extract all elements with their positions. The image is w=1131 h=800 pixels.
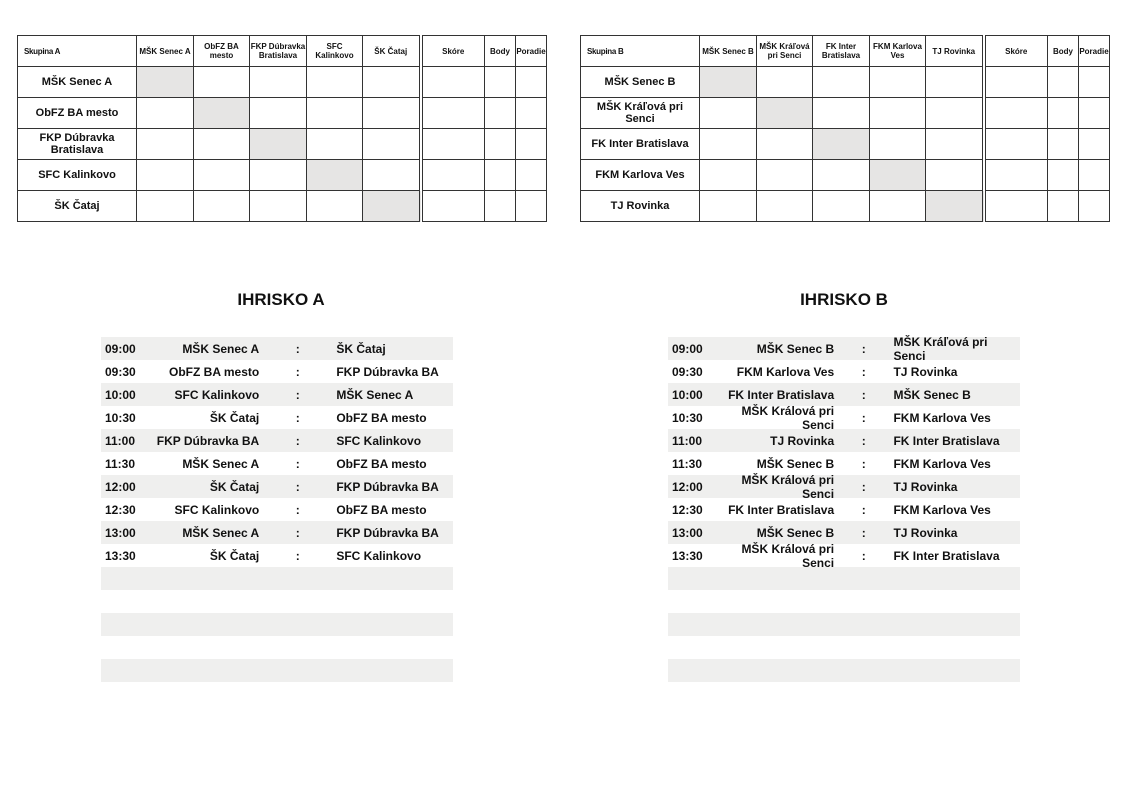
self-cell	[926, 191, 984, 222]
result-cell[interactable]	[926, 129, 984, 160]
match-row	[101, 452, 453, 475]
score-separator: :	[295, 502, 300, 517]
away-team: MŠK Senec A	[336, 387, 414, 402]
points-cell[interactable]	[485, 160, 516, 191]
group-b-score-header: Skóre	[984, 36, 1048, 67]
match-row	[101, 406, 453, 429]
rank-cell[interactable]	[516, 129, 547, 160]
score-separator: :	[295, 364, 300, 379]
result-cell[interactable]	[757, 67, 813, 98]
home-team: MŠK Senec B	[756, 341, 835, 356]
result-cell[interactable]	[137, 98, 194, 129]
away-team: ŠK Čataj	[336, 341, 386, 356]
group-b-team: MŠK Kráľová pri Senci	[581, 98, 700, 129]
match-row	[668, 403, 1020, 432]
score-separator: :	[295, 456, 300, 471]
points-cell[interactable]	[1048, 98, 1079, 129]
rank-cell[interactable]	[516, 98, 547, 129]
group-a-team: FKP Dúbravka Bratislava	[18, 129, 137, 160]
match-time: 11:00	[105, 433, 136, 448]
self-cell	[870, 160, 926, 191]
match-row	[668, 429, 1020, 452]
match-time: 11:30	[672, 456, 703, 471]
group-b-col-header: TJ Rovinka	[926, 36, 984, 67]
result-cell[interactable]	[926, 67, 984, 98]
field-a-schedule	[101, 337, 453, 682]
rank-cell[interactable]	[1079, 191, 1110, 222]
result-cell[interactable]	[813, 191, 870, 222]
self-cell	[137, 67, 194, 98]
empty-row	[101, 567, 453, 590]
match-time: 10:30	[105, 410, 136, 425]
away-team: FKP Dúbravka BA	[336, 364, 439, 379]
group-a-points-header: Body	[485, 36, 516, 67]
group-b-col-header: MŠK Kráľová pri Senci	[757, 36, 813, 67]
group-a-col-header: ŠK Čataj	[363, 36, 421, 67]
result-cell[interactable]	[870, 98, 926, 129]
away-team: ObFZ BA mesto	[336, 502, 427, 517]
away-team: FKM Karlova Ves	[893, 410, 991, 425]
self-cell	[757, 98, 813, 129]
result-cell[interactable]	[926, 98, 984, 129]
score-separator: :	[861, 525, 866, 540]
rank-cell[interactable]	[516, 191, 547, 222]
match-row	[101, 498, 453, 521]
points-cell[interactable]	[1048, 67, 1079, 98]
result-cell[interactable]	[250, 98, 307, 129]
empty-row	[668, 613, 1020, 636]
score-cell[interactable]	[421, 98, 485, 129]
away-team: SFC Kalinkovo	[336, 433, 422, 448]
result-cell[interactable]	[194, 191, 250, 222]
score-separator: :	[861, 433, 866, 448]
empty-row	[101, 590, 453, 613]
group-b-rank-header: Poradie	[1079, 36, 1110, 67]
rank-cell[interactable]	[1079, 67, 1110, 98]
group-b-row	[581, 129, 1110, 160]
result-cell[interactable]	[813, 98, 870, 129]
home-team: ObFZ BA mesto	[169, 364, 260, 379]
score-cell[interactable]	[984, 160, 1048, 191]
empty-row	[101, 613, 453, 636]
away-team: TJ Rovinka	[893, 525, 958, 540]
result-cell[interactable]	[194, 160, 250, 191]
home-team: MŠK Králová pri Senci	[741, 472, 835, 501]
group-a-col-header: MŠK Senec A	[137, 36, 194, 67]
away-team: FK Inter Bratislava	[893, 433, 1000, 448]
match-row	[101, 521, 453, 544]
match-row	[101, 475, 453, 498]
group-b-col-header: FKM Karlova Ves	[870, 36, 926, 67]
match-time: 10:30	[672, 410, 703, 425]
home-team: MŠK Senec B	[756, 456, 835, 471]
home-team: SFC Kalinkovo	[174, 502, 260, 517]
score-separator: :	[295, 433, 300, 448]
group-b-row	[581, 191, 1110, 222]
result-cell[interactable]	[757, 191, 813, 222]
group-a-team: ŠK Čataj	[18, 191, 137, 222]
match-row	[668, 334, 1020, 363]
result-cell[interactable]	[870, 129, 926, 160]
rank-cell[interactable]	[516, 160, 547, 191]
result-cell[interactable]	[700, 191, 757, 222]
away-team: FK Inter Bratislava	[893, 548, 1000, 563]
home-team: FKM Karlova Ves	[736, 364, 835, 379]
result-cell[interactable]	[307, 191, 363, 222]
points-cell[interactable]	[1048, 129, 1079, 160]
group-a-col-header: FKP Dúbravka Bratislava	[250, 36, 307, 67]
home-team: MŠK Králová pri Senci	[741, 541, 835, 570]
group-a-row	[18, 98, 547, 129]
home-team: MŠK Senec B	[756, 525, 835, 540]
self-cell	[307, 160, 363, 191]
group-a-title: Skupina A	[18, 36, 137, 67]
score-cell[interactable]	[421, 129, 485, 160]
match-time: 11:00	[672, 433, 703, 448]
result-cell[interactable]	[700, 160, 757, 191]
group-b-row	[581, 160, 1110, 191]
match-time: 09:30	[105, 364, 136, 379]
score-cell[interactable]	[421, 191, 485, 222]
match-time: 11:30	[105, 456, 136, 471]
home-team: SFC Kalinkovo	[174, 387, 260, 402]
group-b-team: TJ Rovinka	[581, 191, 700, 222]
group-a-row	[18, 67, 547, 98]
group-b-points-header: Body	[1048, 36, 1079, 67]
result-cell[interactable]	[870, 191, 926, 222]
result-cell[interactable]	[194, 67, 250, 98]
match-time: 13:00	[672, 525, 703, 540]
result-cell[interactable]	[363, 98, 421, 129]
self-cell	[250, 129, 307, 160]
match-time: 13:30	[105, 548, 136, 563]
score-cell[interactable]	[984, 98, 1048, 129]
group-a-col-header: SFC Kalinkovo	[307, 36, 363, 67]
points-cell[interactable]	[485, 129, 516, 160]
score-separator: :	[295, 341, 300, 356]
empty-row	[668, 567, 1020, 590]
result-cell[interactable]	[757, 129, 813, 160]
result-cell[interactable]	[307, 129, 363, 160]
group-b-col-header: FK Inter Bratislava	[813, 36, 870, 67]
result-cell[interactable]	[813, 160, 870, 191]
match-row	[668, 541, 1020, 570]
away-team: TJ Rovinka	[893, 364, 958, 379]
self-cell	[813, 129, 870, 160]
score-separator: :	[861, 364, 866, 379]
group-b-row	[581, 67, 1110, 98]
group-a-rank-header: Poradie	[516, 36, 547, 67]
field-b-title: IHRISKO B	[800, 290, 888, 309]
group-b-team: FK Inter Bratislava	[581, 129, 700, 160]
points-cell[interactable]	[485, 67, 516, 98]
points-cell[interactable]	[1048, 191, 1079, 222]
group-a-row	[18, 129, 547, 160]
result-cell[interactable]	[307, 98, 363, 129]
match-row	[101, 337, 453, 360]
away-team: FKM Karlova Ves	[893, 456, 991, 471]
away-team: FKM Karlova Ves	[893, 502, 991, 517]
away-team: ObFZ BA mesto	[336, 456, 427, 471]
result-cell[interactable]	[250, 160, 307, 191]
home-team: FK Inter Bratislava	[728, 502, 835, 517]
group-b-team: FKM Karlova Ves	[581, 160, 700, 191]
score-separator: :	[295, 548, 300, 563]
group-a-row	[18, 160, 547, 191]
match-time: 10:00	[672, 387, 703, 402]
result-cell[interactable]	[250, 67, 307, 98]
score-separator: :	[861, 456, 866, 471]
score-separator: :	[861, 341, 866, 356]
score-separator: :	[861, 548, 866, 563]
match-row	[101, 429, 453, 452]
group-b-table	[580, 35, 1110, 222]
result-cell[interactable]	[137, 129, 194, 160]
score-separator: :	[295, 387, 300, 402]
score-cell[interactable]	[984, 191, 1048, 222]
score-separator: :	[861, 410, 866, 425]
score-cell[interactable]	[984, 67, 1048, 98]
score-separator: :	[861, 479, 866, 494]
home-team: FK Inter Bratislava	[728, 387, 835, 402]
match-time: 09:30	[672, 364, 703, 379]
points-cell[interactable]	[485, 98, 516, 129]
score-cell[interactable]	[421, 160, 485, 191]
result-cell[interactable]	[700, 129, 757, 160]
home-team: MŠK Senec A	[182, 341, 260, 356]
score-cell[interactable]	[984, 129, 1048, 160]
away-team: FKP Dúbravka BA	[336, 525, 439, 540]
away-team: SFC Kalinkovo	[336, 548, 422, 563]
result-cell[interactable]	[870, 67, 926, 98]
result-cell[interactable]	[700, 98, 757, 129]
score-separator: :	[861, 387, 866, 402]
match-row	[668, 498, 1020, 521]
match-time: 12:30	[672, 502, 703, 517]
result-cell[interactable]	[250, 191, 307, 222]
rank-cell[interactable]	[1079, 98, 1110, 129]
home-team: MŠK Králová pri Senci	[741, 403, 835, 432]
match-row	[668, 472, 1020, 501]
home-team: MŠK Senec A	[182, 456, 260, 471]
empty-row	[668, 636, 1020, 659]
match-time: 09:00	[105, 341, 136, 356]
result-cell[interactable]	[194, 129, 250, 160]
group-a-team: MŠK Senec A	[18, 67, 137, 98]
away-team: MŠK Senec B	[893, 387, 971, 402]
empty-row	[668, 590, 1020, 613]
score-separator: :	[861, 502, 866, 517]
away-team: TJ Rovinka	[893, 479, 958, 494]
result-cell[interactable]	[363, 129, 421, 160]
home-team: TJ Rovinka	[770, 433, 835, 448]
field-a-title: IHRISKO A	[237, 290, 325, 309]
group-a-score-header: Skóre	[421, 36, 485, 67]
result-cell[interactable]	[363, 67, 421, 98]
result-cell[interactable]	[137, 191, 194, 222]
home-team: ŠK Čataj	[209, 548, 260, 563]
match-row	[101, 360, 453, 383]
match-row	[101, 383, 453, 406]
group-b-title: Skupina B	[581, 36, 700, 67]
group-b-team: MŠK Senec B	[581, 67, 700, 98]
score-cell[interactable]	[421, 67, 485, 98]
result-cell[interactable]	[813, 67, 870, 98]
result-cell[interactable]	[137, 160, 194, 191]
match-time: 12:30	[105, 502, 136, 517]
group-b-col-header: MŠK Senec B	[700, 36, 757, 67]
self-cell	[194, 98, 250, 129]
match-row	[668, 360, 1020, 383]
rank-cell[interactable]	[516, 67, 547, 98]
match-time: 09:00	[672, 341, 703, 356]
empty-row	[101, 636, 453, 659]
result-cell[interactable]	[757, 160, 813, 191]
home-team: ŠK Čataj	[209, 479, 260, 494]
match-time: 10:00	[105, 387, 136, 402]
empty-row	[668, 659, 1020, 682]
match-row	[101, 544, 453, 567]
result-cell[interactable]	[307, 67, 363, 98]
rank-cell[interactable]	[1079, 160, 1110, 191]
group-a-col-header: ObFZ BA mesto	[194, 36, 250, 67]
self-cell	[363, 191, 421, 222]
score-separator: :	[295, 525, 300, 540]
home-team: MŠK Senec A	[182, 525, 260, 540]
home-team: FKP Dúbravka BA	[156, 433, 260, 448]
group-a-row	[18, 191, 547, 222]
home-team: ŠK Čataj	[209, 410, 260, 425]
self-cell	[700, 67, 757, 98]
group-a-table	[17, 35, 547, 222]
away-team: FKP Dúbravka BA	[336, 479, 439, 494]
group-b-row	[581, 98, 1110, 129]
group-a-team: ObFZ BA mesto	[18, 98, 137, 129]
away-team: MŠK Kráľová pri Senci	[893, 334, 988, 363]
match-time: 12:00	[105, 479, 136, 494]
score-separator: :	[295, 410, 300, 425]
away-team: ObFZ BA mesto	[336, 410, 427, 425]
rank-cell[interactable]	[1079, 129, 1110, 160]
group-a-team: SFC Kalinkovo	[18, 160, 137, 191]
points-cell[interactable]	[1048, 160, 1079, 191]
match-time: 13:30	[672, 548, 703, 563]
result-cell[interactable]	[363, 160, 421, 191]
match-time: 12:00	[672, 479, 703, 494]
field-b-schedule	[668, 334, 1020, 682]
match-time: 13:00	[105, 525, 136, 540]
score-separator: :	[295, 479, 300, 494]
result-cell[interactable]	[926, 160, 984, 191]
points-cell[interactable]	[485, 191, 516, 222]
empty-row	[101, 659, 453, 682]
